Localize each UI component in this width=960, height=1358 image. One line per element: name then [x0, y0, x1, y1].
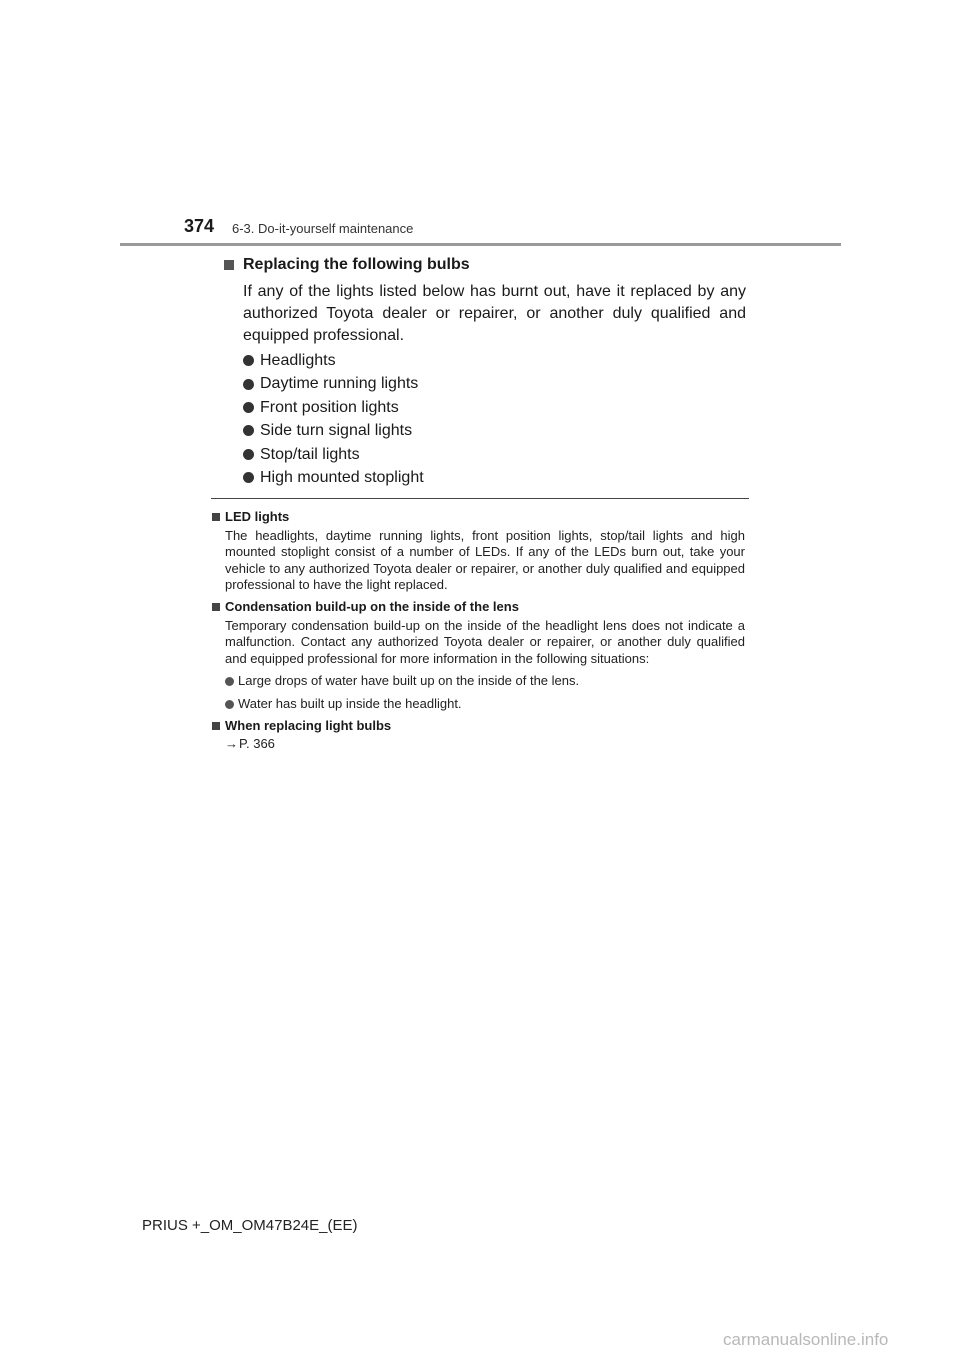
led-text: The headlights, daytime running lights, front position lights, stop/tail lights and high mounted stoplight consist of a number of LEDs. If any of the LEDs burn out, take your vehicle to any authorized Toyota dealer or repairer, or another duly qualified and equipped professional to have the light replaced.	[225, 528, 745, 592]
list-item	[225, 696, 745, 712]
bullet-dot-icon	[243, 379, 254, 390]
main-paragraph: If any of the lights listed below has burnt out, have it replaced by any authorized Toyota dealer or repairer, or another duly qualified and equipped professional.	[243, 283, 746, 344]
list-item	[243, 349, 746, 372]
condensation-list	[225, 673, 745, 712]
list-item	[243, 466, 746, 489]
main-content	[222, 254, 746, 489]
condensation-text: Temporary condensation build-up on the inside of the headlight lens does not indicate a malfunction. Contact any authorized Toyota dealer or repairer, or another duly qualified and equipped professional for more information in the following situations:	[225, 618, 745, 666]
list-item-label: Stop/tail lights	[260, 445, 360, 463]
list-item-label: Front position lights	[260, 398, 399, 416]
list-item-label: High mounted stoplight	[260, 469, 424, 487]
main-heading-text: Replacing the following bulbs	[243, 256, 470, 273]
list-item	[225, 673, 745, 689]
document-code: PRIUS +_OM_OM47B24E_(EE)	[142, 1217, 358, 1234]
square-bullet-icon	[212, 513, 220, 521]
replacing-heading	[211, 717, 745, 734]
arrow-right-icon: →	[225, 736, 238, 752]
led-heading-text: LED lights	[225, 509, 290, 524]
led-heading	[211, 508, 745, 525]
bullet-dot-icon	[243, 402, 254, 413]
replacing-heading-text: When replacing light bulbs	[225, 718, 392, 734]
bullet-dot-icon	[243, 425, 254, 436]
list-item-label: Side turn signal lights	[260, 422, 413, 440]
page-reference[interactable]	[225, 736, 745, 752]
section-title: 6-3. Do-it-yourself maintenance	[232, 221, 414, 236]
list-item	[243, 372, 746, 395]
info-divider	[211, 498, 749, 499]
condensation-heading	[211, 598, 745, 615]
list-item-label: Large drops of water have built up on the inside of the lens.	[238, 673, 580, 689]
bulb-list	[243, 349, 746, 489]
list-item-label: Headlights	[260, 352, 336, 369]
list-item	[243, 443, 746, 466]
watermark: carmanualsonline.info	[723, 1330, 889, 1349]
info-section	[211, 508, 745, 752]
bullet-dot-icon	[243, 355, 254, 366]
list-item-label: Daytime running lights	[260, 375, 419, 393]
bullet-dot-icon	[243, 449, 254, 460]
page-reference-text: P. 366	[239, 736, 275, 752]
bullet-dot-icon	[225, 700, 234, 709]
list-item	[243, 396, 746, 419]
main-heading	[222, 254, 746, 276]
list-item	[243, 419, 746, 442]
bullet-dot-icon	[243, 472, 254, 483]
condensation-heading-text: Condensation build-up on the inside of the lens	[225, 599, 519, 615]
square-bullet-icon	[212, 603, 220, 611]
bullet-dot-icon	[225, 677, 234, 686]
list-item-label: Water has built up inside the headlight.	[238, 696, 462, 712]
square-bullet-icon	[212, 722, 220, 730]
header-divider	[120, 243, 841, 246]
page-number: 374	[184, 216, 215, 236]
square-bullet-icon	[224, 260, 234, 270]
